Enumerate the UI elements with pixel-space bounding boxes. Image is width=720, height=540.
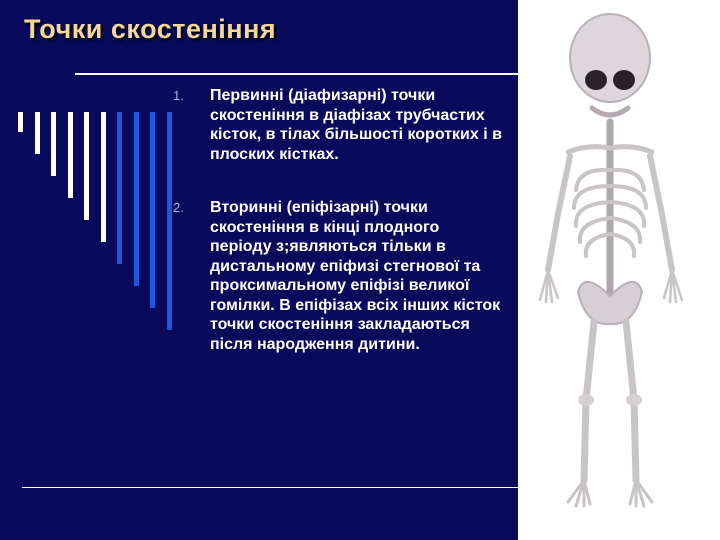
- decorative-bar: [68, 112, 73, 198]
- list-item-number: 2.: [173, 200, 184, 215]
- skeleton-illustration: [518, 0, 720, 540]
- ossification-list: [173, 86, 503, 388]
- list-item: [173, 86, 503, 164]
- list-item-text: Вторинні (епіфізарні) точки скостеніння в кінці плодного періоду з;являються тільки в дистальному епіфизі стегнової та проксимальному епіфізі великої гомілки. В епіфізах всіх інших кісток точки скостеніння закладаються після народження дитини.: [210, 199, 501, 353]
- decorative-bar: [150, 112, 155, 308]
- bottom-divider: [22, 487, 520, 488]
- slide-title: Точки скостеніння: [24, 14, 277, 44]
- decorative-bar: [134, 112, 139, 286]
- decorative-bar: [167, 112, 172, 330]
- top-divider: [75, 73, 520, 75]
- decorative-bar: [35, 112, 40, 154]
- fetal-skeleton-photo: [518, 0, 720, 540]
- decorative-bar: [117, 112, 122, 264]
- list-item-text: Первинні (діафизарні) точки скостеніння в діафізах трубчастих кісток, в тілах більшості коротких і в плоских кістках.: [210, 87, 502, 163]
- list-item-number: 1.: [173, 88, 184, 103]
- decorative-bar: [84, 112, 89, 220]
- decorative-bar: [51, 112, 56, 176]
- decorative-bar: [101, 112, 106, 242]
- decorative-bar: [18, 112, 23, 132]
- list-item: [173, 198, 503, 354]
